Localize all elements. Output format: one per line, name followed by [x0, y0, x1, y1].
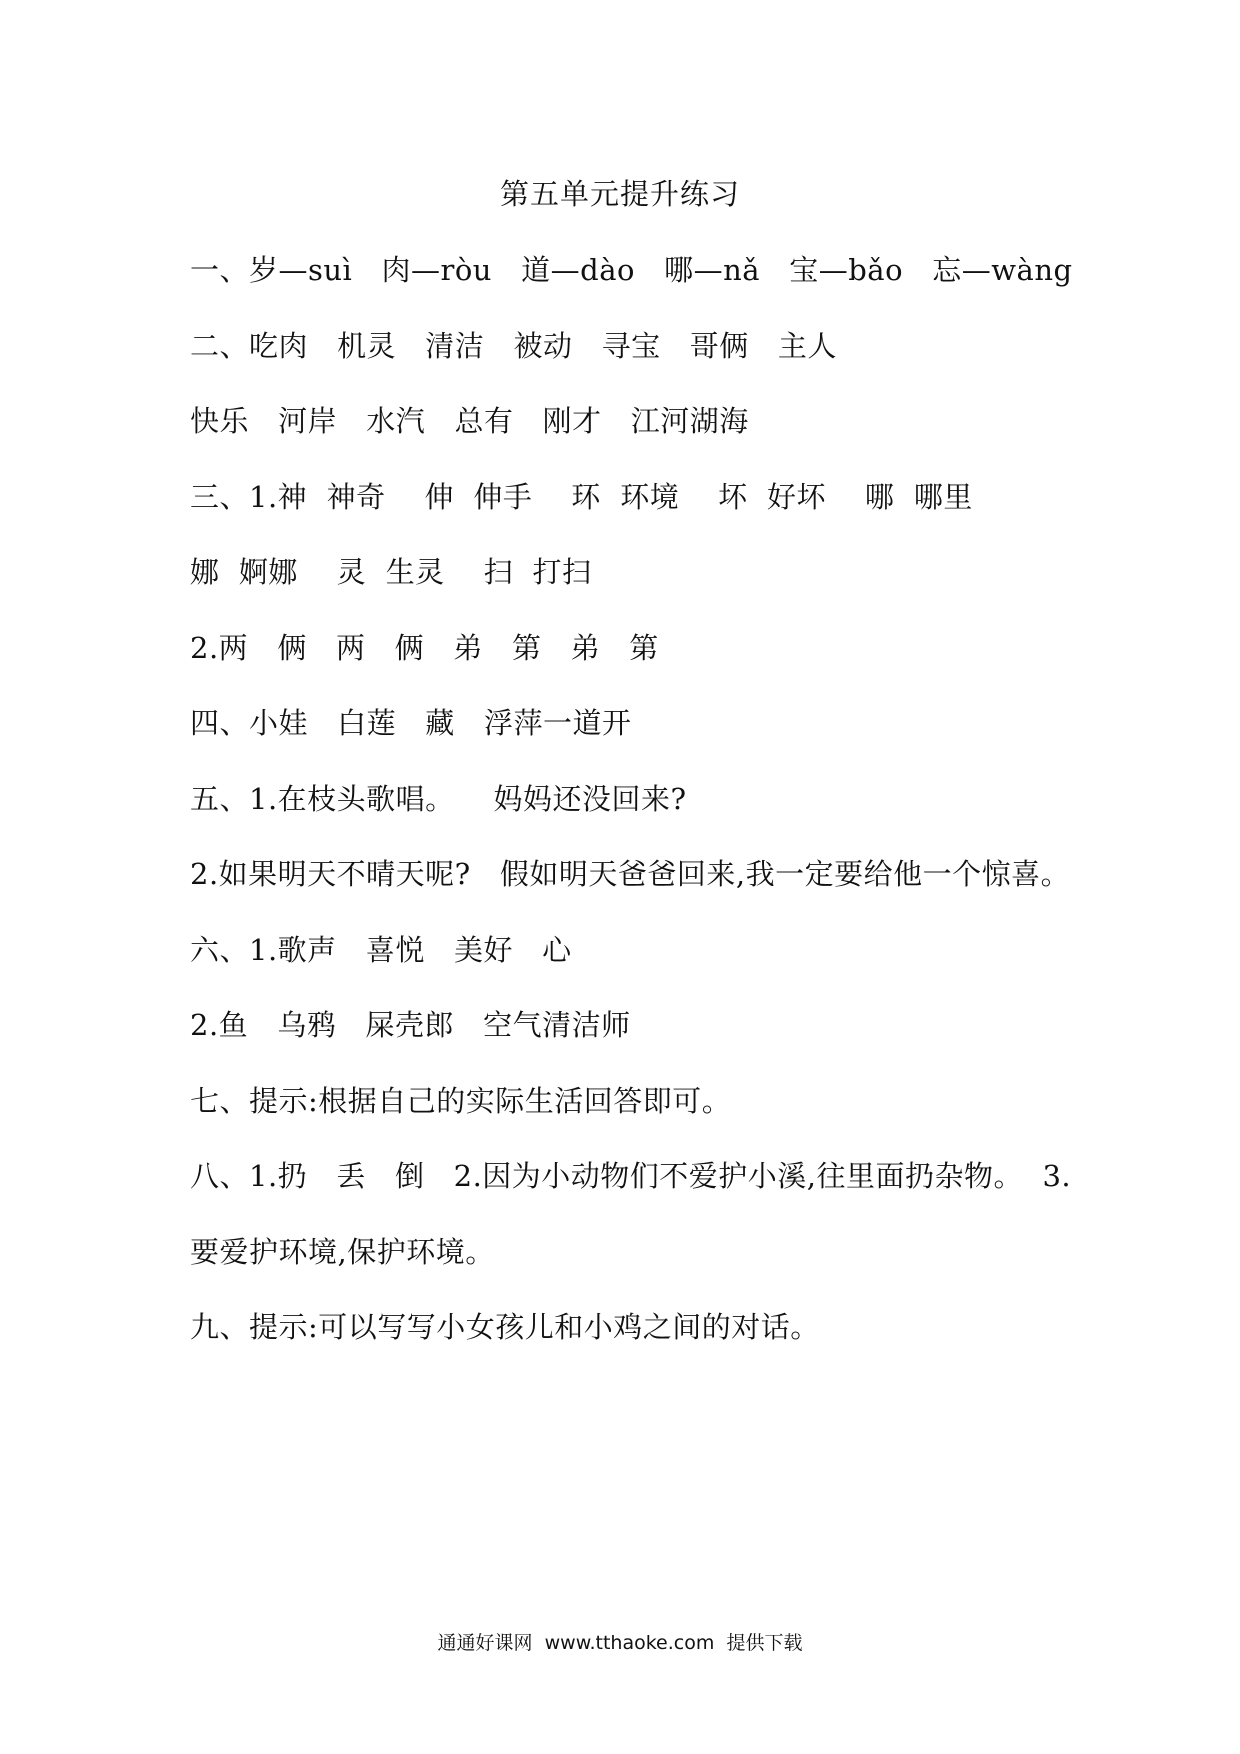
answer-line-1: 一、岁—suì 肉—ròu 道—dào 哪—nǎ 宝—bǎo 忘—wàng	[190, 253, 1073, 287]
answer-lines	[190, 250, 1090, 1383]
answer-line-5: 娜 婀娜 灵 生灵 扫 打扫	[190, 555, 592, 589]
answer-line-11: 2.鱼 乌鸦 屎壳郎 空气清洁师	[190, 1008, 631, 1042]
answer-line-10: 六、1.歌声 喜悦 美好 心	[190, 932, 572, 967]
answer-line-7: 四、小娃 白莲 藏 浮萍一道开	[190, 706, 632, 740]
answer-line-6: 2.两 俩 两 俩 弟 第 弟 第	[190, 630, 659, 665]
answer-line-15: 九、提示:可以写写小女孩儿和小鸡之间的对话。	[190, 1310, 820, 1344]
answer-line-14: 要爱护环境,保护环境。	[190, 1234, 495, 1269]
answer-line-9: 2.如果明天不晴天呢? 假如明天爸爸回来,我一定要给他一个惊喜。	[190, 857, 1071, 891]
answer-line-13: 八、1.扔 丢 倒 2.因为小动物们不爱护小溪,往里面扔杂物。 3.	[190, 1159, 1072, 1193]
page-title: 第五单元提升练习	[499, 177, 740, 211]
answer-line-2: 二、吃肉 机灵 清洁 被动 寻宝 哥俩 主人	[190, 328, 837, 363]
answer-line-3: 快乐 河岸 水汽 总有 刚才 江河湖海	[190, 404, 749, 438]
answer-line-12: 七、提示:根据自己的实际生活回答即可。	[190, 1083, 732, 1118]
answer-line-8: 五、1.在枝头歌唱。 妈妈还没回来?	[190, 781, 687, 816]
page-footer: 通通好课网 www.tthaoke.com 提供下载	[437, 1632, 803, 1654]
answer-line-4: 三、1.神 神奇 伸 伸手 环 环境 坏 好坏 哪 哪里	[190, 479, 973, 514]
